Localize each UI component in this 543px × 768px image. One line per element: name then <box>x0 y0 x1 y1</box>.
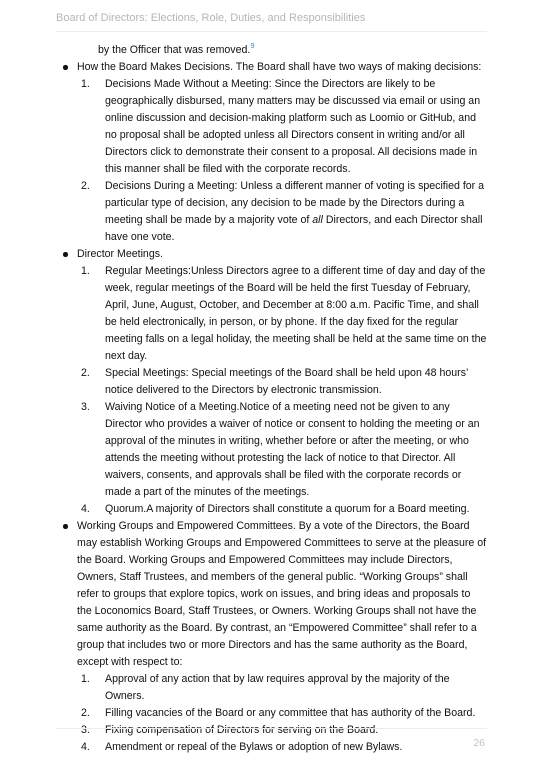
list-item <box>81 722 488 739</box>
list-item <box>81 76 488 178</box>
list-item-text: Approval of any action that by law requires approval by the majority of the Owners. <box>105 673 450 702</box>
list-item <box>81 671 488 705</box>
list-number: 3. <box>81 724 90 736</box>
list-number: 4. <box>81 741 90 753</box>
running-header: Board of Directors: Elections, Role, Duties, and Responsibilities <box>56 12 366 24</box>
bullet-text: Working Groups and Empowered Committees. By a vote of the Directors, the Board may establish Working Groups and Empowered Committees to serve at the pleasure of the Board. Working Groups and Empowered Committees may include Directors, Owners, Staff Trustees, and members of the general public. “Working Groups” shall refer to groups that explore topics, work on issues, and bring ideas and proposals to the Loconomics Board, Staff Trustees, or Owners. Working Groups shall not have the same authority as the Board. By contrast, an “Empowered Committee” shall refer to a group that includes two or more Directors and has the same authority as the Board, except with respect to: <box>77 520 487 668</box>
page-number: 26 <box>473 737 485 749</box>
list-item-text: Filling vacancies of the Board or any committee that has authority of the Board. <box>105 707 476 719</box>
numbered-list-meetings <box>77 263 488 518</box>
list-number: 3. <box>81 401 90 413</box>
numbered-list-decisions <box>77 76 488 246</box>
list-number: 4. <box>81 503 90 515</box>
list-item <box>81 501 488 518</box>
bullet-working-groups <box>60 518 488 756</box>
bullet-text: How the Board Makes Decisions. The Board shall have two ways of making decisions: <box>77 61 482 73</box>
footnote-reference[interactable]: 9 <box>250 41 255 50</box>
list-item-text: Special Meetings: Special meetings of the Board shall be held upon 48 hours’ notice delivered to the Directors by electronic transmission. <box>105 367 468 396</box>
document-body <box>60 42 488 756</box>
header-divider <box>56 31 487 32</box>
list-item <box>81 263 488 365</box>
list-item <box>81 365 488 399</box>
footer-divider <box>56 728 487 729</box>
list-item <box>81 705 488 722</box>
bullet-director-meetings <box>60 246 488 518</box>
bullet-board-decisions <box>60 59 488 246</box>
list-number: 2. <box>81 180 90 192</box>
list-item-text-after: Directors, and each Director shall have one vote. <box>105 214 483 243</box>
list-item-text: Quorum.A majority of Directors shall constitute a quorum for a Board meeting. <box>105 503 470 515</box>
list-item <box>81 178 488 246</box>
list-item-text: Regular Meetings:Unless Directors agree to a different time of day and day of the week, regular meetings of the Board will be held the first Tuesday of February, April, June, August, October, and December at 8:00 a.m. Pacific Time, and shall be held electronically, in person, or by phone. If the day fixed for the regular meeting falls on a legal holiday, the meeting shall be held at the same time on the next day. <box>105 265 487 362</box>
emphasis-all: all <box>312 214 323 226</box>
list-item-text: Fixing compensation of Directors for serving on the Board. <box>105 724 379 736</box>
list-item-text-before: Decisions During a Meeting: Unless a different manner of voting is specified for a particular type of decision, any decision to be made by the Directors during a meeting shall be made by a majority vote of <box>105 180 485 226</box>
list-item-text: Decisions Made Without a Meeting: Since the Directors are likely to be geographically disbursed, many matters may be discussed via email or using an online discussion and decision-making platform such as Loomio or GitHub, and no proposal shall be adopted unless all Directors consent in writing and/or all Directors click to demonstrate their consent to a proposal. All decisions made in this manner shall be filed with the corporate records. <box>105 78 481 175</box>
list-number: 2. <box>81 367 90 379</box>
list-number: 1. <box>81 265 90 277</box>
list-number: 1. <box>81 673 90 685</box>
list-item-text: Amendment or repeal of the Bylaws or adoption of new Bylaws. <box>105 741 403 753</box>
section-bullet-list <box>60 59 488 756</box>
continuation-line <box>60 42 488 59</box>
list-item <box>81 399 488 501</box>
list-item-text: Waiving Notice of a Meeting.Notice of a meeting need not be given to any Director who provides a waiver of notice or consent to holding the meeting or an approval of the minutes in writing, whether before or after the meeting, or who attends the meeting without protesting the lack of notice to that Director. All waivers, consents, and approvals shall be filed with the corporate records or made a part of the minutes of the meetings. <box>105 401 480 498</box>
numbered-list-groups <box>77 671 488 756</box>
bullet-text: Director Meetings. <box>77 248 163 260</box>
list-number: 1. <box>81 78 90 90</box>
list-number: 2. <box>81 707 90 719</box>
list-item <box>81 739 488 756</box>
continuation-text: by the Officer that was removed. <box>98 44 251 56</box>
